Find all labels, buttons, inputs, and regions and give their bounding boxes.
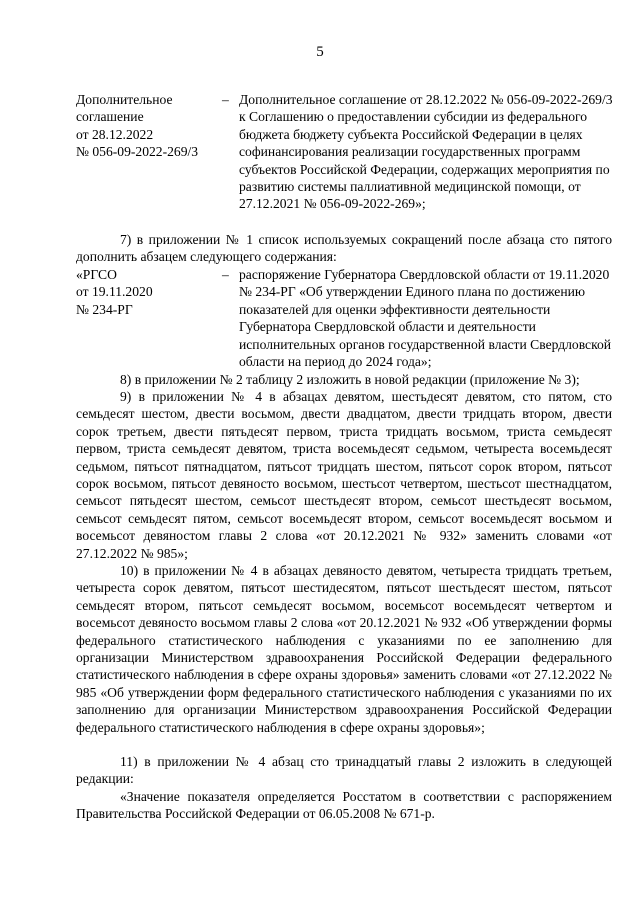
- definition-term: «РГСО от 19.11.2020 № 234-РГ: [76, 267, 153, 317]
- definition-row: [76, 91, 616, 213]
- definition-row: [76, 266, 616, 370]
- paragraph-11: 11) в приложении № 4 абзац сто тринадцатый главы 2 изложить в следующей редакции:: [76, 754, 612, 787]
- paragraph-7: 7) в приложении № 1 список используемых сокращений после абзаца сто пятого дополнить абзацем следующего содержания:: [76, 232, 612, 265]
- definition-term: Дополнительное соглашение от 28.12.2022 № 056-09-2022-269/3: [76, 92, 199, 160]
- definition-dash: –: [222, 267, 229, 282]
- abbreviation-definition-bottom: [76, 266, 616, 370]
- abbreviation-definition-top: [76, 91, 616, 213]
- definition-description: Дополнительное соглашение от 28.12.2022 № 056-09-2022-269/3 к Соглашению о предоставлении субсидии из федерального бюджета бюджету субъекта Российской Федерации в целях софинансирования реализации государственных программ субъектов Российской Федерации, содержащих мероприятия по развитию системы паллиативной медицинской помощи, от 27.12.2021 № 056-09-2022-269»;: [239, 92, 613, 212]
- paragraph-9: 9) в приложении № 4 в абзацах девятом, шестьдесят девятом, сто пятом, сто семьдесят шестом, двести восьмом, двести двадцатом, двести тридцать втором, двести сорок третьем, двести пятьдесят первом, триста тридцать восьмом, триста семьдесят первом, триста семьдесят девятом, триста восемьдесят седьмом, четыреста восемьдесят седьмом, пятьсот пятнадцатом, пятьсот тридцать шестом, пятьсот сорок втором, пятьсот сорок восьмом, пятьсот девяносто восьмом, шестьсот четвертом, шестьсот шестнадцатом, семьсот пятьдесят шестом, семьсот шестьдесят втором, семьсот шестьдесят восьмом, семьсот семьдесят пятом, семьсот восемьдесят втором, семьсот восемьдесят восьмом и восемьсот девяностом главы 2 слова «от 20.12.2021 № 932» заменить словами «от 27.12.2022 № 985»;: [76, 389, 612, 561]
- paragraph-8: 8) в приложении № 2 таблицу 2 изложить в новой редакции (приложение № 3);: [120, 372, 580, 387]
- page-number: 5: [316, 44, 324, 60]
- quote-start: «Значение показателя определяется Росстатом в соответствии с распоряжением Правительства Российской Федерации от 06.05.2008 № 671-р.: [76, 789, 612, 822]
- paragraph-10: 10) в приложении № 4 в абзацах девяносто девятом, четыреста тридцать третьем, четыреста сорок девятом, пятьсот шестидесятом, пятьсот шестьдесят шестом, пятьсот семьдесят втором, пятьсот семьдесят восьмом, восемьсот восемьдесят четвертом и восемьсот девяносто восьмом главы 2 слова «от 20.12.2021 № 932 «Об утверждении формы федерального статистического наблюдения с указаниями по ее заполнению для организации Министерством здравоохранения Российской Федерации федерального статистического наблюдения в сфере охраны здоровья» заменить словами «от 27.12.2022 № 985 «Об утверждении форм федерального статистического наблюдения с указаниями по их заполнению для организации Министерством здравоохранения Российской Федерации федерального статистического наблюдения в сфере охраны здоровья»;: [76, 563, 612, 735]
- definition-dash: –: [222, 92, 229, 107]
- definition-description: распоряжение Губернатора Свердловской области от 19.11.2020 № 234-РГ «Об утверждении Единого плана по достижению показателей для оценки эффективности деятельности Губернатора Свердловской области и деятельности исполнительных органов государственной власти Свердловской области на период до 2024 года»;: [239, 267, 612, 370]
